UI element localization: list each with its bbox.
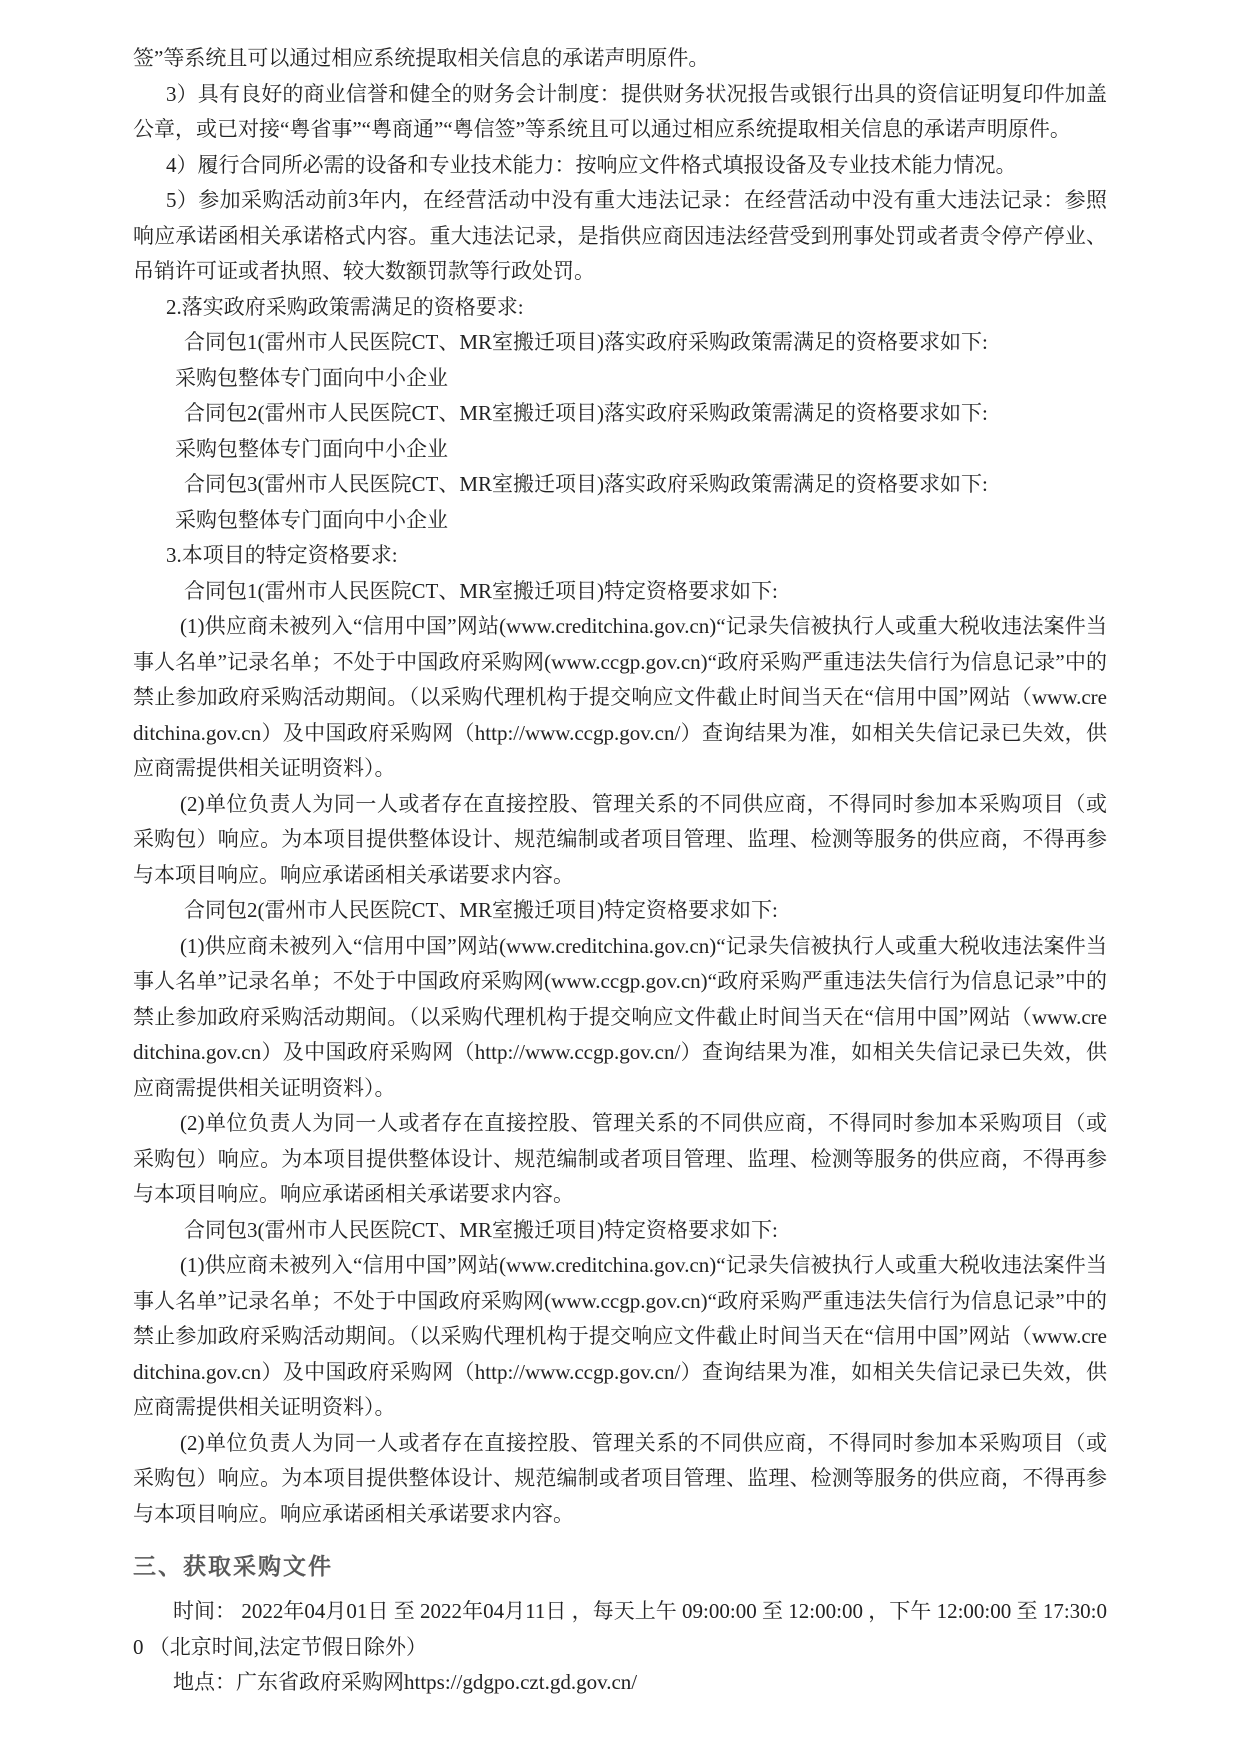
pkg1-item-2-same-principal: (2)单位负责人为同一人或者存在直接控股、管理关系的不同供应商，不得同时参加本采购项目（或采购包）响应。为本项目提供整体设计、规范编制或者项目管理、监理、检测等服务的供应商，不得再参与本项目响应。响应承诺函相关承诺要求内容。 [133,791,1107,887]
pkg2-item-1-credit-china: (1)供应商未被列入“信用中国”网站(www.creditchina.gov.cn)“记录失信被执行人或重大税收违法案件当事人名单”记录名单；不处于中国政府采购网(www.ccgp.gov.cn)“政府采购严重违法失信行为信息记录”中的禁止参加政府采购活动期间。（以采购代理机构于提交响应文件截止时间当天在“信用中国”网站（www.creditchina.gov.cn）及中国政府采购网（http://www.ccgp.gov.cn/）查询结果为准，如相关失信记录已失效，供应商需提供相关证明资料）。 [133,933,1107,1100]
pkg3-sme-note: 采购包整体专门面向中小企业 [175,507,448,532]
pkg3-item-1-credit-china: (1)供应商未被列入“信用中国”网站(www.creditchina.gov.cn)“记录失信被执行人或重大税收违法案件当事人名单”记录名单；不处于中国政府采购网(www.ccgp.gov.cn)“政府采购严重违法失信行为信息记录”中的禁止参加政府采购活动期间。（以采购代理机构于提交响应文件截止时间当天在“信用中国”网站（www.creditchina.gov.cn）及中国政府采购网（http://www.ccgp.gov.cn/）查询结果为准，如相关失信记录已失效，供应商需提供相关证明资料）。 [133,1253,1107,1419]
pkg2-item-2-same-principal: (2)单位负责人为同一人或者存在直接控股、管理关系的不同供应商，不得同时参加本采购项目（或采购包）响应。为本项目提供整体设计、规范编制或者项目管理、监理、检测等服务的供应商，不得再参与本项目响应。响应承诺函相关承诺要求内容。 [133,1111,1107,1206]
obtain-time-line: 时间： 2022年04月01日 至 2022年04月11日 ，每天上午 09:00:00 至 12:00:00 ，下午 12:00:00 至 17:30:00 （北京时间,法定节假日除外） [133,1599,1107,1659]
pkg1-item-1-credit-china: (1)供应商未被列入“信用中国”网站(www.creditchina.gov.cn)“记录失信被执行人或重大税收违法案件当事人名单”记录名单；不处于中国政府采购网(www.ccgp.gov.cn)“政府采购严重违法失信行为信息记录”中的禁止参加政府采购活动期间。（以采购代理机构于提交响应文件截止时间当天在“信用中国”网站（www.creditchina.gov.cn）及中国政府采购网（http://www.ccgp.gov.cn/）查询结果为准，如相关失信记录已失效，供应商需提供相关证明资料）。 [133,614,1107,780]
clause-4-equipment-capability: 4）履行合同所必需的设备和专业技术能力：按响应文件格式填报设备及专业技术能力情况。 [166,152,1017,177]
section-2-policy-qualification: 2.落实政府采购政策需满足的资格要求: [166,294,524,319]
section-heading-obtain-documents: 三、获取采购文件 [133,1553,333,1579]
contract-pkg1-policy-requirement: 合同包1(雷州市人民医院CT、MR室搬迁项目)落实政府采购政策需满足的资格要求如下: [184,330,988,354]
contract-pkg1-specific-requirement: 合同包1(雷州市人民医院CT、MR室搬迁项目)特定资格要求如下: [184,578,778,603]
pkg1-sme-note: 采购包整体专门面向中小企业 [175,365,448,390]
section-3-specific-qualification: 3.本项目的特定资格要求: [166,543,398,567]
obtain-location-line: 地点：广东省政府采购网https://gdgpo.czt.gd.gov.cn/ [173,1670,638,1694]
pkg3-item-2-same-principal: (2)单位负责人为同一人或者存在直接控股、管理关系的不同供应商，不得同时参加本采购项目（或采购包）响应。为本项目提供整体设计、规范编制或者项目管理、监理、检测等服务的供应商，不得再参与本项目响应。响应承诺函相关承诺要求内容。 [133,1430,1107,1526]
contract-pkg2-policy-requirement: 合同包2(雷州市人民医院CT、MR室搬迁项目)落实政府采购政策需满足的资格要求如下: [184,401,988,425]
clause-5-no-major-violation: 5）参加采购活动前3年内，在经营活动中没有重大违法记录：在经营活动中没有重大违法记录：参照响应承诺函相关承诺格式内容。重大违法记录，是指供应商因违法经营受到刑事处罚或者责令停产停业、吊销许可证或者执照、较大数额罚款等行政处罚。 [133,188,1107,283]
document-body [133,41,1107,1701]
contract-pkg3-specific-requirement: 合同包3(雷州市人民医院CT、MR室搬迁项目)特定资格要求如下: [184,1217,778,1242]
pkg2-sme-note: 采购包整体专门面向中小企业 [175,436,448,461]
clause-3-financial-credit: 3）具有良好的商业信誉和健全的财务会计制度：提供财务状况报告或银行出具的资信证明复印件加盖公章，或已对接“粤省事”“粤商通”“粤信签”等系统且可以通过相应系统提取相关信息的承诺声明原件。 [133,81,1107,141]
contract-pkg2-specific-requirement: 合同包2(雷州市人民医院CT、MR室搬迁项目)特定资格要求如下: [184,898,778,922]
contract-pkg3-policy-requirement: 合同包3(雷州市人民医院CT、MR室搬迁项目)落实政府采购政策需满足的资格要求如下: [184,472,988,496]
continuation-line-credential-originals: 签”等系统且可以通过相应系统提取相关信息的承诺声明原件。 [133,46,710,70]
